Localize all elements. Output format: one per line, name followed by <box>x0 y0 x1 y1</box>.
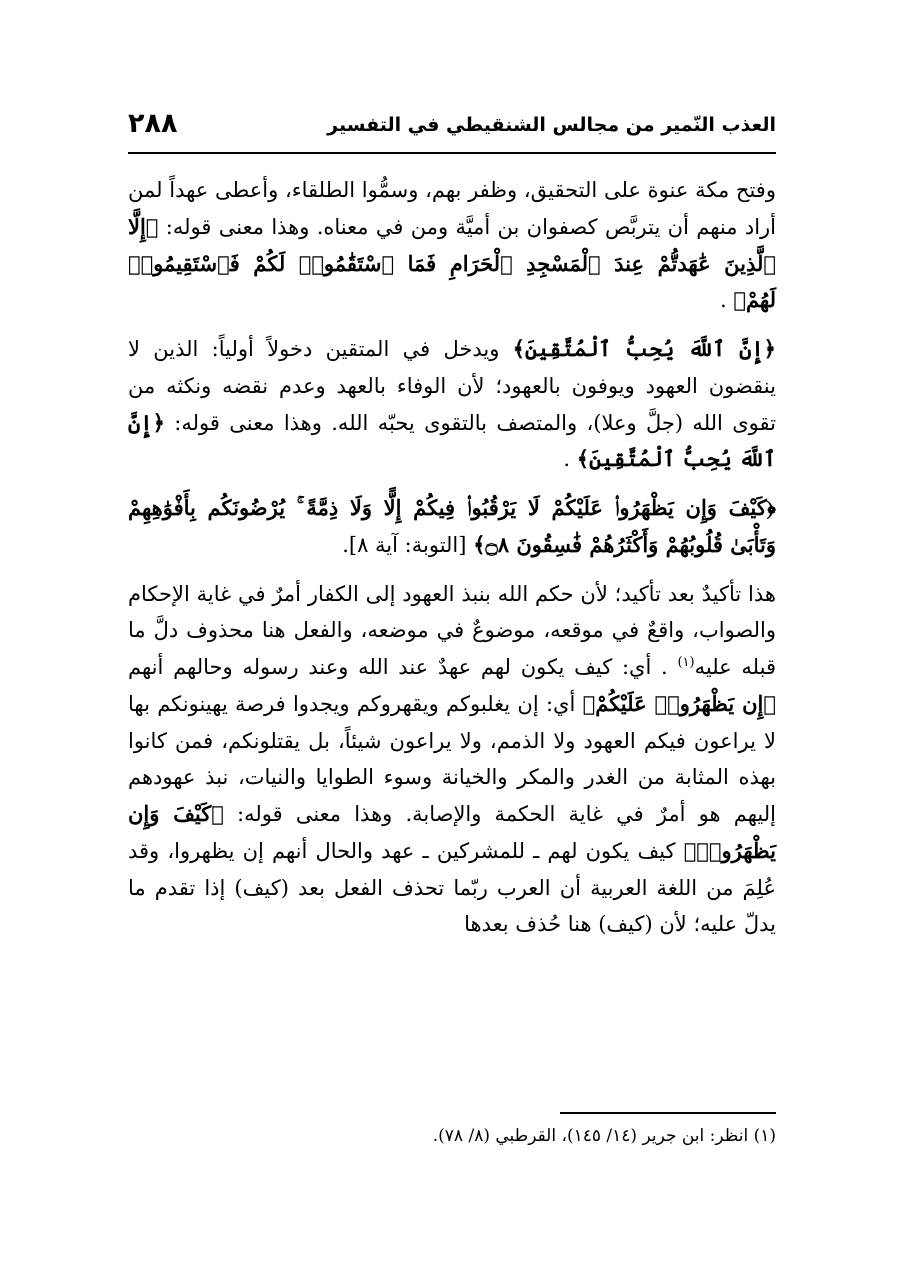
paragraph-4 <box>128 576 776 944</box>
quran-verse: ﴿كَيْفَ وَإِن يَظْهَرُوا۟ عَلَيْكُمْ لَا يَرْقُبُوا۟ فِيكُمْ إِلًّا وَلَا ذِمَّةً ۚ يُرْضُونَكُم بِأَفْوَٰهِهِمْ وَتَأْبَىٰ قُلُوبُهُمْ وَأَكْثَرُهُمْ فَٰسِقُونَ ۝٨﴾ <box>128 495 776 557</box>
paragraph-2 <box>128 331 776 478</box>
paragraph-text: . أي: كيف يكون لهم عهدٌ عند الله وعند رسوله وحالهم أنهم <box>128 655 668 679</box>
quran-quote: ﴿إِن يَظْهَرُوا۟ عَلَيْكُمْ﴾ <box>582 690 776 716</box>
paragraph-text: ويدخل في المتقين دخولاً أولياً: الذين لا ينقضون العهود ويوفون بالعهود؛ لأن الوفاء بالعهد وعدم نقضه ونكثه من تقوى الله (جلَّ وعلا)، والمتصف بالتقوى يحبّه الله. وهذا معنى قوله: <box>128 337 776 435</box>
quran-quote: ﴿كَيْفَ وَإِن يَظْهَرُوا۟﴾ <box>128 801 776 863</box>
paragraph-text: أي: إن يغلبوكم ويقهروكم ويجدوا فرصة يهينونكم بها لا يراعون فيكم العهود ولا الذمم، ولا يراعون شيئاً، بل يقتلونكم، فمن كانوا بهذه المثابة من الغدر والمكر والخيانة وسوء الطوايا والنيات، نبذ عهودهم إليهم هو أمرٌ في غاية الحكمة والإصابة. وهذا معنى قوله: <box>128 691 776 826</box>
footnote-marker: (١) <box>677 655 695 670</box>
punctuation: . <box>563 447 571 472</box>
page-header <box>128 108 776 152</box>
quran-quote: ﴿إِنَّ ٱللَّهَ يُحِبُّ ٱلْمُتَّقِينَ﴾ <box>512 336 776 361</box>
footnote: (١) انظر: ابن جرير (١٤/ ١٤٥)، القرطبي (٨/ ٧٨). <box>432 1126 776 1146</box>
footnote-rule <box>560 1112 776 1114</box>
paragraph-3-verse <box>128 490 776 564</box>
page-number: ٢٨٨ <box>128 108 178 139</box>
paragraph-1 <box>128 172 776 319</box>
page-body <box>128 172 776 955</box>
header-rule <box>128 152 776 154</box>
running-title: العذب النّمير من مجالس الشنقيطي في التفسير <box>327 114 776 136</box>
paragraph-text: هذا تأكيدٌ بعد تأكيد؛ لأن حكم الله بنبذ العهود إلى الكفار أمرٌ في غاية الإحكام والصواب، واقعٌ في موقعه، موضوعٌ في موضعه، والفعل هنا محذوف دلَّ ما قبله عليه <box>128 581 776 679</box>
paragraph-text: وفتح مكة عنوة على التحقيق، وظفر بهم، وسمُّوا الطلقاء، وأعطى عهداً لمن أراد منهم أن يتربَّص كصفوان بن أميَّة ومن في معناه. وهذا معنى قوله: <box>128 178 777 239</box>
verse-reference: [التوبة: آية ٨]. <box>342 532 467 557</box>
punctuation: . <box>719 288 727 313</box>
paragraph-text: كيف يكون لهم ـ للمشركين ـ عهد والحال أنهم إن يظهروا، وقد عُلِمَ من اللغة العربية أن العرب ربّما تحذف الفعل بعد (كيف) إذا تقدم ما يدلّ عليه؛ لأن (كيف) هنا حُذف بعدها <box>128 838 776 937</box>
quran-quote: ﴿إِلَّا ٱلَّذِينَ عَٰهَدتُّمْ عِندَ ٱلْمَسْجِدِ ٱلْحَرَامِ فَمَا ٱسْتَقَٰمُوا۟ لَكُمْ فَٱسْتَقِيمُوا۟ لَهُمْ﴾ <box>128 213 776 313</box>
quran-quote: ﴿إِنَّ ٱللَّهَ يُحِبُّ ٱلْمُتَّقِينَ﴾ <box>128 409 776 472</box>
